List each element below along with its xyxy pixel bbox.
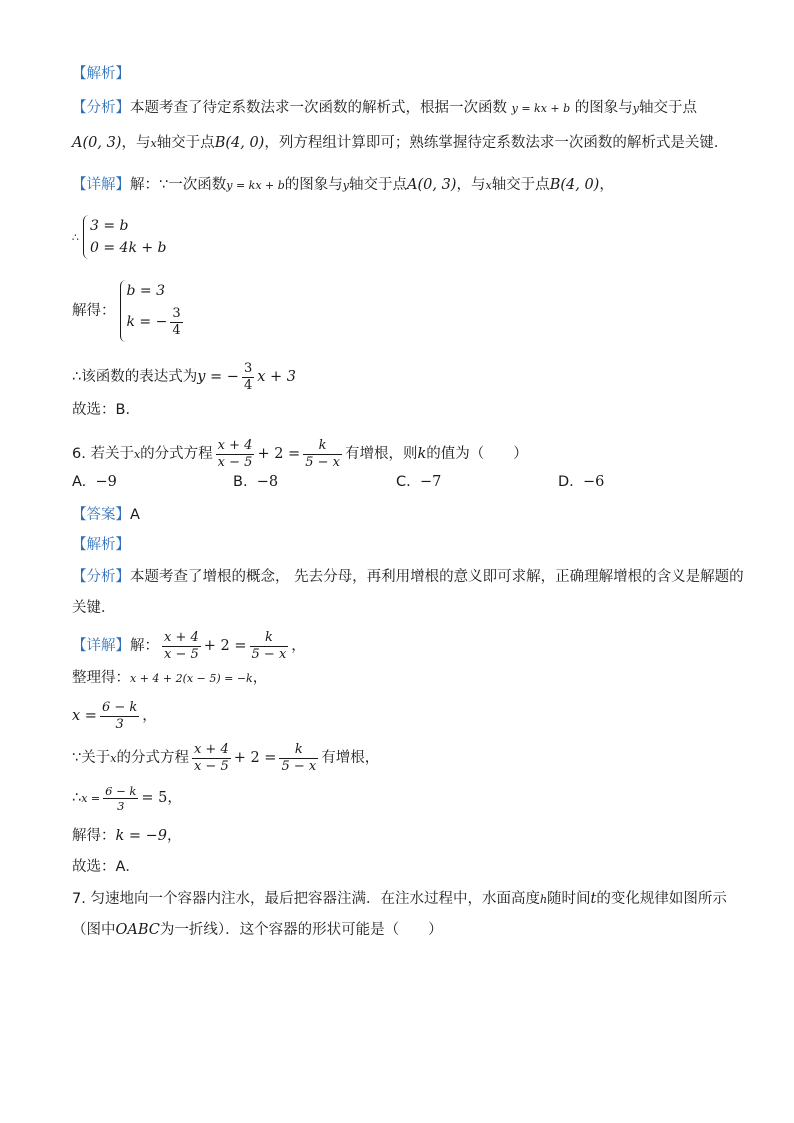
expression-label: ∴该函数的表达式为 [72,369,198,385]
math-var-k: k [417,446,427,462]
because-text: ∵关于 [72,750,111,766]
option-a[interactable]: A. −9 [72,474,117,490]
stem-text: 为一折线）．这个容器的形状可能是（ ） [159,922,443,938]
math-point-a: A(0, 3) [407,177,457,193]
section-tag-jiexi: 【解析】 [72,66,130,82]
stem-text: 若关于 [90,446,134,462]
stem-text: 有增根，则 [344,446,418,462]
math-var-y: y [342,179,349,192]
because-line [72,738,734,779]
fraction: $\frac{6 - k}{3}$ [105,783,137,813]
analysis-text: 本题考查了增根的概念， 先去分母，再利用增根的意义即可求解，正确理解增根的含义是解题的 [130,569,744,585]
xiangjie-tag: 【详解】 [72,177,130,193]
solve-label: 解得： [72,303,116,319]
fenxi-tag: 【分析】 [72,100,130,116]
analysis-text: 的图象与 [574,100,633,116]
simplify-line: 整理得：x + 4 + 2(x − 5) = −k， [72,670,268,686]
math-point-b: B(4, 0) [549,177,600,193]
therefore-line: ∴x = $\frac{6 - k}{3}$ = 5， [72,783,182,813]
analysis-paragraph-cont: 关键． [72,600,116,616]
math-expression: x = [81,792,101,805]
math-var-h: h [539,893,548,906]
question-number: 6. [72,446,86,462]
answer-line: 故选：A． [72,859,140,875]
fraction: $\frac{6 - k}{3}$ [101,699,138,732]
fraction: $\frac{k}{5 - x}$ [305,437,340,470]
question-number: 7. [72,891,86,907]
math-expression: = 5 [141,790,168,806]
system-row: 0 = 4k + b [90,240,167,256]
analysis-text: 轴交于点 [638,100,697,116]
simplify-label: 整理得： [72,670,130,686]
detail-text: 轴交于点 [349,177,407,193]
fraction: $\frac{x + 4}{x - 5}$ [193,741,229,774]
fraction: $\frac{k}{5 - x}$ [251,629,287,662]
fraction: $\frac{3}{4}$ [243,360,253,393]
math-var-y: y [632,102,639,115]
answer-line: 故选：B． [72,402,140,418]
math-linear-function: y = kx + b [226,179,285,192]
stem-text: 的值为（ ） [426,446,528,462]
system-row: 3 = b [90,218,129,234]
math-var-x: x [485,179,492,192]
option-d[interactable]: D. −6 [558,474,605,490]
solve-label: 解得： [72,828,116,844]
therefore-symbol: ∴ [72,231,79,244]
question-7-stem [72,889,734,910]
answer-tag: 【答案】 [72,507,130,523]
math-expression: x + 4 + 2(x − 5) = −k [130,672,253,685]
stem-text: 匀速地向一个容器内注水，最后把容器注满．在注水过程中，水面高度 [90,891,540,907]
analysis-text: 轴交于点 [156,135,215,151]
math-expression: y = − [197,369,239,385]
math-var-t: t [590,891,597,907]
detail-text: 的图象与 [284,177,343,193]
option-c[interactable]: C. −7 [396,474,442,490]
fraction: $\frac{x + 4}{x - 5}$ [164,629,199,662]
because-text: 的分式方程 [116,750,189,766]
analysis-text: ，列方程组计算即可；熟练掌握待定系数法求一次函数的解析式是关键． [264,135,729,151]
stem-text: （图中 [72,922,116,938]
detail-text: ， [599,177,614,193]
analysis-paragraph [72,567,744,587]
solve-line: 解得：k = −9， [72,828,182,844]
analysis-paragraph-cont [72,133,734,154]
math-var-x: x [133,448,141,461]
math-expression: x + 3 [257,369,297,385]
because-text: 有增根， [321,750,380,766]
section-tag-jiexi: 【解析】 [72,537,130,553]
fraction: $\frac{3}{4}$ [172,305,181,338]
stem-text: 随时间 [547,891,591,907]
detail-text: 解： [130,638,159,654]
stem-text: 的变化规律如图所示 [596,891,727,907]
x-solution-line: x = $\frac{6 - k}{3}$ ， [72,699,157,732]
question-6-stem [72,434,734,475]
system-brace [120,280,186,342]
stem-text: 的分式方程 [140,446,213,462]
equation-system-1 [72,215,734,261]
analysis-text: 本题考查了待定系数法求一次函数的解析式，根据一次函数 [130,100,507,116]
analysis-text: ，与 [121,135,151,151]
detail-text: ，与 [456,177,486,193]
math-expression: k = −9 [115,828,168,844]
math-var-x: x [150,137,157,150]
detail-paragraph [72,175,734,196]
math-operator: + 2 = [233,750,277,766]
system-row: b = 3 [126,283,165,299]
math-point-b: B(4, 0) [214,135,265,151]
detail-equation: 【详解】解： $\frac{x + 4}{x - 5}$ + 2 = $\frac{k}{5 - x}$ ， [72,629,306,662]
math-oabc: OABC [115,922,160,938]
math-expression: x = [72,708,97,724]
answer-value: A [130,507,140,523]
solution-system [72,276,734,346]
detail-text: 轴交于点 [491,177,550,193]
xiangjie-tag: 【详解】 [72,638,130,654]
system-row: k = − $\frac{3}{4}$ [126,305,181,338]
question-7-stem-cont [72,920,734,940]
option-b[interactable]: B. −8 [233,474,279,490]
fraction: $\frac{x + 4}{x - 5}$ [217,437,253,470]
expression-line [72,360,734,394]
math-linear-function: y = kx + b [511,102,571,115]
system-brace [83,215,167,259]
math-var-x: x [110,752,117,765]
answer-key [72,505,734,525]
detail-text: 解：∵一次函数 [130,177,227,193]
analysis-paragraph [72,98,734,119]
fraction: $\frac{k}{5 - x}$ [281,741,317,774]
math-operator: + 2 = [257,446,301,462]
fenxi-tag: 【分析】 [72,569,130,585]
math-operator: + 2 = [203,638,247,654]
math-point-a: A(0, 3) [72,135,122,151]
